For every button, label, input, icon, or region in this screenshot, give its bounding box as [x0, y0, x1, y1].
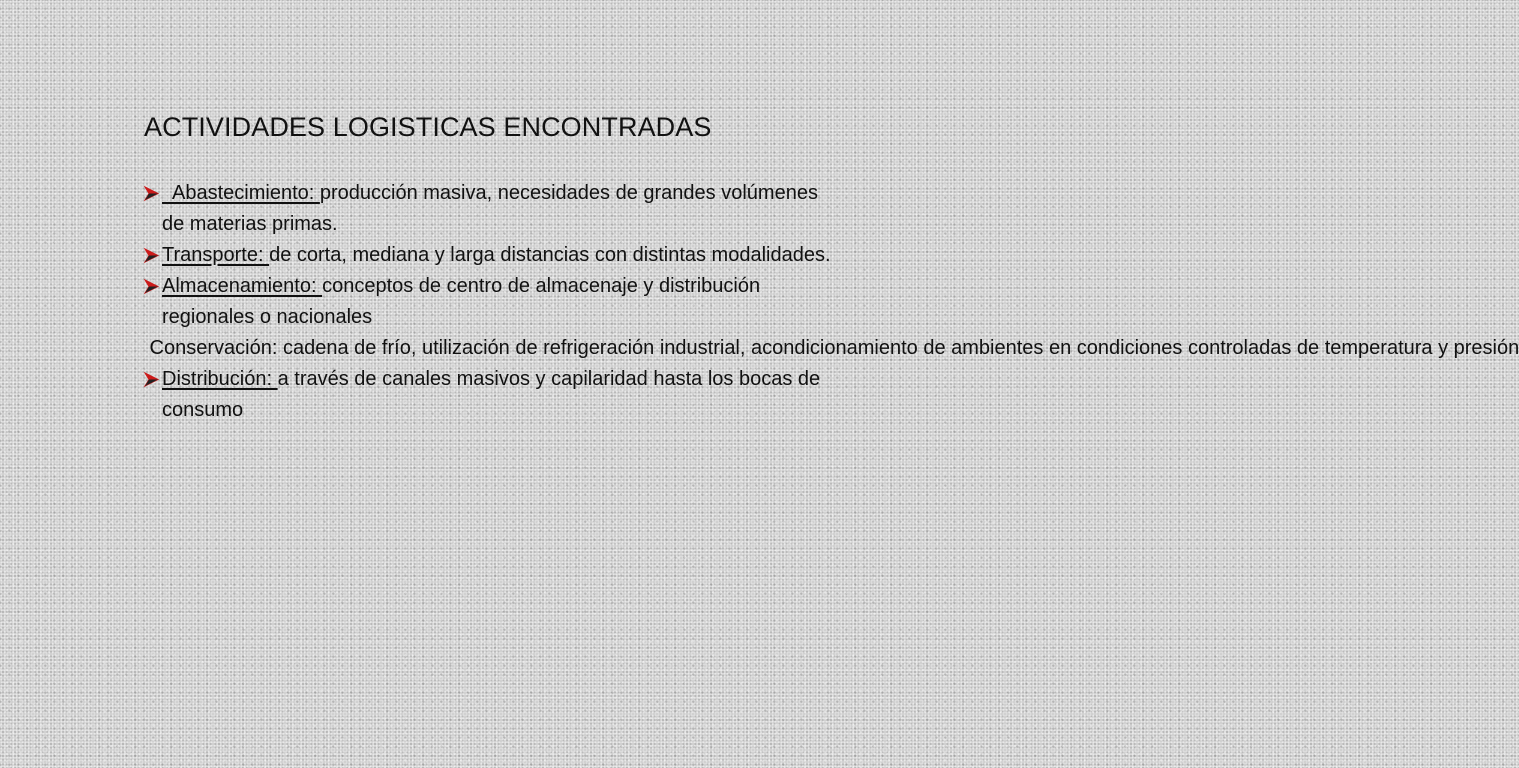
item-term: Transporte: [162, 244, 270, 266]
slide-title: ACTIVIDADES LOGISTICAS ENCONTRADAS [144, 112, 712, 142]
item-text: a través de canales masivos y capilaridad hasta los bocas de consumo [162, 368, 821, 421]
list-item-almacenamiento [144, 271, 844, 333]
item-text: producción masiva, necesidades de grandes volúmenes de materias primas. [162, 182, 818, 235]
list-item-distribucion [144, 364, 844, 426]
arrowhead-bullet-icon [144, 364, 162, 395]
arrowhead-bullet-icon [144, 240, 162, 271]
item-term: Distribución: [162, 368, 278, 390]
list-item-abastecimiento [144, 178, 844, 240]
list-item-transporte [144, 240, 844, 271]
arrowhead-bullet-icon [144, 178, 162, 209]
slide-content [144, 178, 1519, 426]
item-text: Conservación: cadena de frío, utilización de refrigeración industrial, acondicionamiento de ambientes en condiciones controladas de temperatura y presión [144, 337, 1519, 359]
item-text: conceptos de centro de almacenaje y distribución regionales o nacionales [162, 275, 761, 328]
arrowhead-bullet-icon [144, 271, 162, 302]
list-item-conservacion [144, 333, 1519, 364]
item-text: de corta, mediana y larga distancias con distintas modalidades. [269, 244, 831, 266]
item-term: Almacenamiento: [162, 275, 323, 297]
item-term: Abastecimiento: [162, 182, 320, 204]
